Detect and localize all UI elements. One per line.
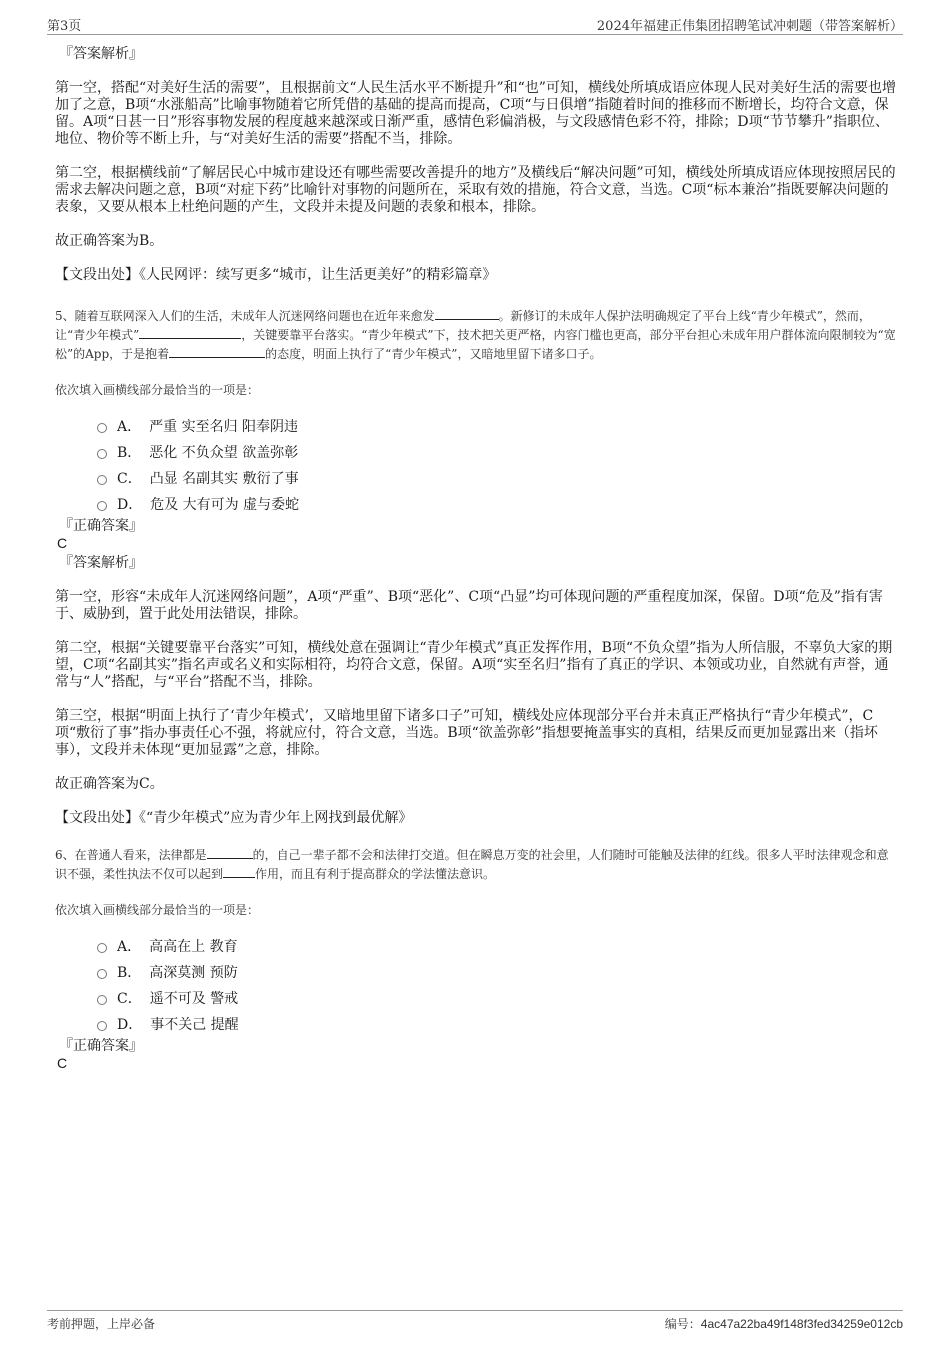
q4-source: 【文段出处】《人民网评：续写更多“城市，让生活更美好”的精彩篇章》	[55, 267, 497, 283]
q6-option-a[interactable]: A． 高高在上 教育	[97, 934, 897, 960]
document-title: 2024年福建正伟集团招聘笔试冲刺题（带答案解析）	[596, 19, 903, 34]
q6-correct-answer: C	[57, 1055, 68, 1071]
q5-option-c[interactable]: C． 凸显 名副其实 敷衍了事	[97, 466, 897, 492]
radio-icon[interactable]	[97, 423, 107, 433]
page-footer	[47, 1310, 903, 1331]
question-6	[55, 846, 897, 1072]
q6-correct-label: 『正确答案』	[59, 1038, 143, 1054]
footer-slogan: 考前押题，上岸必备	[47, 1317, 156, 1331]
q6-option-b[interactable]: B． 高深莫测 预防	[97, 960, 897, 986]
blank-1	[435, 307, 499, 320]
q5-analysis-p3: 第三空，根据“明面上执行了‘青少年模式’，又暗地里留下诸多口子”可知，横线处应体现部分平台并未真正严格执行“青少年模式”，C项“敷衍了事”指办事责任心不强，将就应付，符合文意，当选。B项“欲盖弥彰”指想要掩盖事实的真相，结果反而更加显露出来（指坏事），文段并未体现“更加显露”之意，排除。	[55, 708, 878, 758]
radio-icon[interactable]	[97, 943, 107, 953]
q5-analysis-p1: 第一空，形容“未成年人沉迷网络问题”，A项“严重”、B项“恶化”、C项“凸显”均可体现问题的严重程度加深，保留。D项“危及”指有害于、威胁到，置于此处用法错误，排除。	[55, 589, 883, 622]
q6-stem: 6、在普通人看来，法律都是 的，自己一辈子都不会和法律打交道。但在瞬息万变的社会里，人们随时可能触及法律的红线。很多人平时法律观念和意识不强，柔性执法不仅可以起到 作用，而且有利于提高群众的学法懂法意识。	[55, 848, 889, 881]
q5-analysis-p2: 第二空，根据“关键要靠平台落实”可知，横线处意在强调让“青少年模式”真正发挥作用，B项“不负众望”指为人所信服，不辜负大家的期望，C项“名副其实”指名声或名义和实际相符，均符合文意，保留。A项“实至名归”指有了真正的学识、本领或功业，自然就有声誉，通常与“人”搭配，与“平台”搭配不当，排除。	[55, 640, 893, 690]
blank-2	[223, 865, 255, 878]
question-5	[55, 307, 897, 827]
q5-correct-label: 『正确答案』	[59, 518, 143, 534]
q4-analysis	[55, 46, 897, 284]
q5-analysis-label: 『答案解析』	[59, 555, 143, 571]
q6-instruction: 依次填入画横线部分最恰当的一项是：	[55, 903, 260, 917]
q5-option-d[interactable]: D． 危及 大有可为 虚与委蛇	[97, 492, 897, 518]
q4-analysis-p2: 第二空，根据横线前“了解居民心中城市建设还有哪些需要改善提升的地方”及横线后“解决问题”可知，横线处所填成语应体现按照居民的需求去解决问题之意，B项“对症下药”比喻针对事物的问题所在，采取有效的措施，符合文意，当选。C项“标本兼治”指既要解决问题的表象，又要从根本上杜绝问题的产生，文段并未提及问题的表象和根本，排除。	[55, 165, 896, 215]
q6-option-c[interactable]: C． 遥不可及 警戒	[97, 986, 897, 1012]
q4-analysis-p1: 第一空，搭配“对美好生活的需要”，且根据前文“人民生活水平不断提升”和“也”可知，横线处所填成语应体现人民对美好生活的需要也增加了之意，B项“水涨船高”比喻事物随着它所凭借的基础的提高而提高，C项“与日俱增”指随着时间的推移而不断增长，均符合文意，保留。A项“日甚一日”形容事物发展的程度越来越深或日渐严重，感情色彩偏消极，与文段感情色彩不符，排除；D项“节节攀升”指职位、地位、物价等不断上升，与“对美好生活的需要”搭配不当，排除。	[55, 80, 896, 147]
q5-options	[97, 414, 897, 518]
q5-instruction: 依次填入画横线部分最恰当的一项是：	[55, 383, 260, 397]
q5-option-b[interactable]: B． 恶化 不负众望 欲盖弥彰	[97, 440, 897, 466]
q5-stem: 5、随着互联网深入人们的生活，未成年人沉迷网络问题也在近年来愈发 。新修订的未成年人保护法明确规定了平台上线“青少年模式”，然而，让“青少年模式” ，关键要靠平台落实。“青少年模式”下，技术把关更严格，内容门槛也更高，部分平台担心未成年用户群体流向限制较为“宽松”的App，于是抱着 的态度，明面上执行了“青少年模式”，又暗地里留下诸多口子。	[55, 309, 896, 361]
q6-options	[97, 934, 897, 1038]
document-code: 编号：4ac47a22ba49f148f3fed34259e012cb	[664, 1317, 903, 1331]
q4-analysis-label: 『答案解析』	[59, 46, 143, 62]
q5-option-a[interactable]: A． 严重 实至名归 阳奉阴违	[97, 414, 897, 440]
radio-icon[interactable]	[97, 995, 107, 1005]
document-body	[55, 46, 897, 1072]
radio-icon[interactable]	[97, 969, 107, 979]
radio-icon[interactable]	[97, 449, 107, 459]
blank-2	[139, 326, 241, 339]
q5-source: 【文段出处】《“青少年模式”应为青少年上网找到最优解》	[55, 810, 413, 826]
radio-icon[interactable]	[97, 501, 107, 511]
page-number: 第3页	[47, 19, 82, 34]
q5-correct-answer: C	[57, 535, 68, 551]
blank-3	[169, 345, 265, 358]
blank-1	[207, 846, 253, 859]
radio-icon[interactable]	[97, 475, 107, 485]
page-header	[47, 12, 903, 35]
q6-option-d[interactable]: D． 事不关己 提醒	[97, 1012, 897, 1038]
radio-icon[interactable]	[97, 1021, 107, 1031]
q4-conclusion: 故正确答案为B。	[55, 233, 164, 249]
q5-conclusion: 故正确答案为C。	[55, 776, 164, 792]
